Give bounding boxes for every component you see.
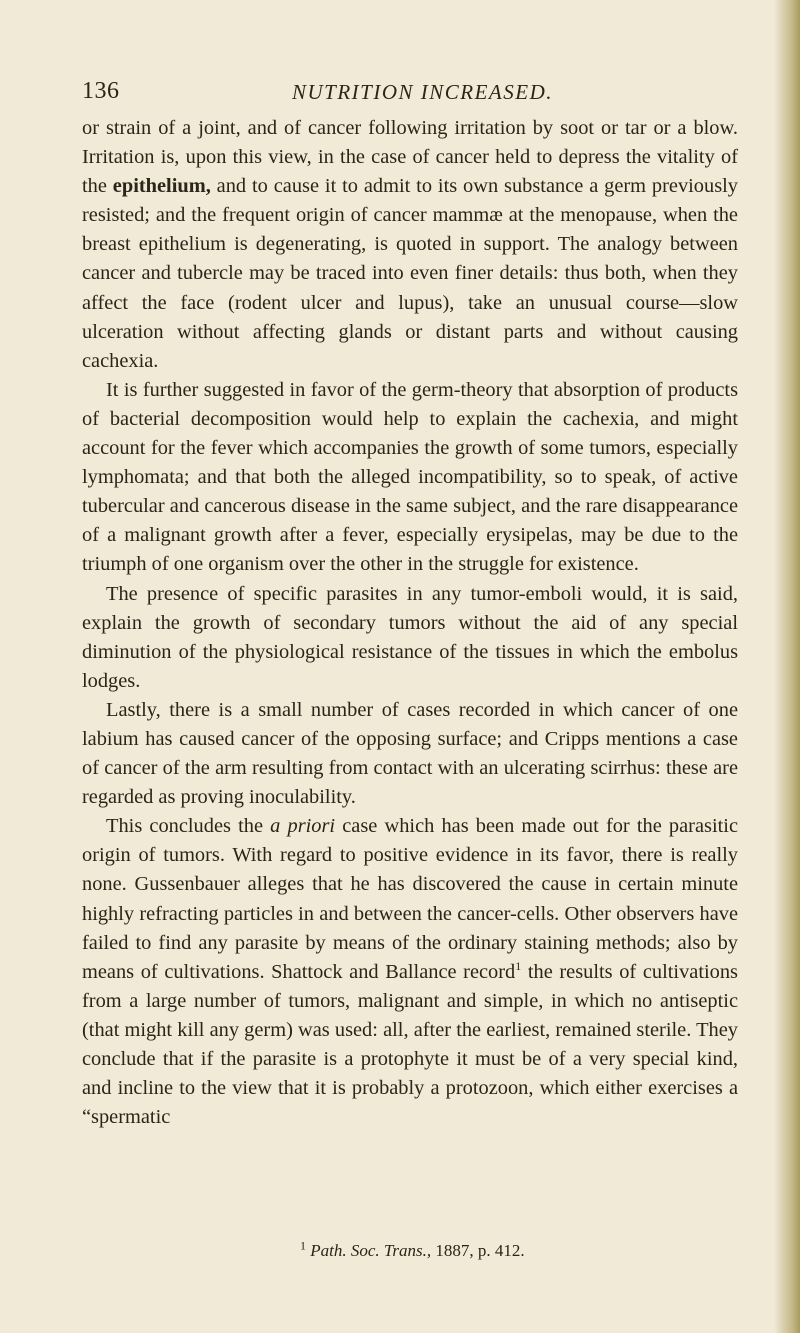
paragraph-3: The presence of specific parasites in any tumor-emboli would, it is said, explain the growth of secondary tumors without the aid of any special diminution of the physiological resistance of the tissues in which the embolus lodges.: [82, 582, 738, 692]
paragraph-5-italic: a priori: [270, 815, 336, 838]
footnote-marker: 1: [300, 1238, 306, 1253]
paragraph-1-text-b: and to cause it to admit to its own substance a germ previously resisted; and the frequent origin of cancer mammæ at the menopause, when the breast epithelium is degenerating, is quoted in support. The analogy between cancer and tubercle may be traced into even finer details: thus both, when they affect the face (rodent ulcer and lupus), take an unusual course—slow ulceration without affecting glands or distant parts and without causing cachexia.: [82, 175, 738, 372]
paragraph-5-text-c: the results of cultivations from a large number of tumors, malignant and simple, in which no antiseptic (that might kill any germ) was used: all, after the earliest, remained sterile. They conclude that if the parasite is a protophyte it must be of a very special kind, and incline to the view that it is probably a protozoon, which either exercises a “spermatic: [82, 960, 738, 1129]
paragraph-5: [82, 812, 738, 1132]
footnote-citation: 1887, p. 412.: [431, 1241, 525, 1260]
footnote: [300, 1240, 525, 1262]
paragraph-5-text-a: This concludes the: [106, 815, 271, 838]
paragraph-2: It is further suggested in favor of the germ-theory that absorption of products of bacterial decomposition would help to explain the cachexia, and might account for the fever which accompanies the growth of some tumors, especially lymphomata; and that both the alleged incompatibility, so to speak, of active tubercular and cancerous disease in the same subject, and the rare disappearance of a malignant growth after a fever, especially erysipelas, may be due to the triumph of one organism over the other in the struggle for existence.: [82, 378, 738, 576]
paragraph-5-text-b: case which has been made out for the parasitic origin of tumors. With regard to positive evidence in its favor, there is really none. Gussenbauer alleges that he has discovered the cause in certain minute highly refracting particles in and between the cancer-cells. Other observers have failed to find any parasite by means of the ordinary staining methods; also by means of cultivations. Shattock and Ballance record: [82, 815, 738, 983]
paragraph-1-emphasis: epithelium,: [112, 175, 211, 198]
footnote-source: Path. Soc. Trans.,: [310, 1241, 432, 1260]
paragraph-1: [82, 114, 738, 376]
body-text: [82, 114, 738, 1132]
page-number: 136: [82, 78, 120, 104]
page-edge-shadow: [774, 0, 800, 1333]
page-header: [82, 78, 738, 114]
paragraph-1-text-a: or strain of a joint, and of cancer following irritation by soot or tar or a blow. Irritation is, upon this view, in the case of cancer held to depress the vitality of the: [82, 117, 738, 198]
footnote-reference: 1: [515, 958, 522, 973]
paragraph-4: Lastly, there is a small number of cases recorded in which cancer of one labium has caused cancer of the opposing surface; and Cripps mentions a case of cancer of the arm resulting from contact with an ulcerating scirrhus: these are regarded as proving inoculability.: [82, 698, 738, 809]
running-title: NUTRITION INCREASED.: [292, 80, 553, 104]
